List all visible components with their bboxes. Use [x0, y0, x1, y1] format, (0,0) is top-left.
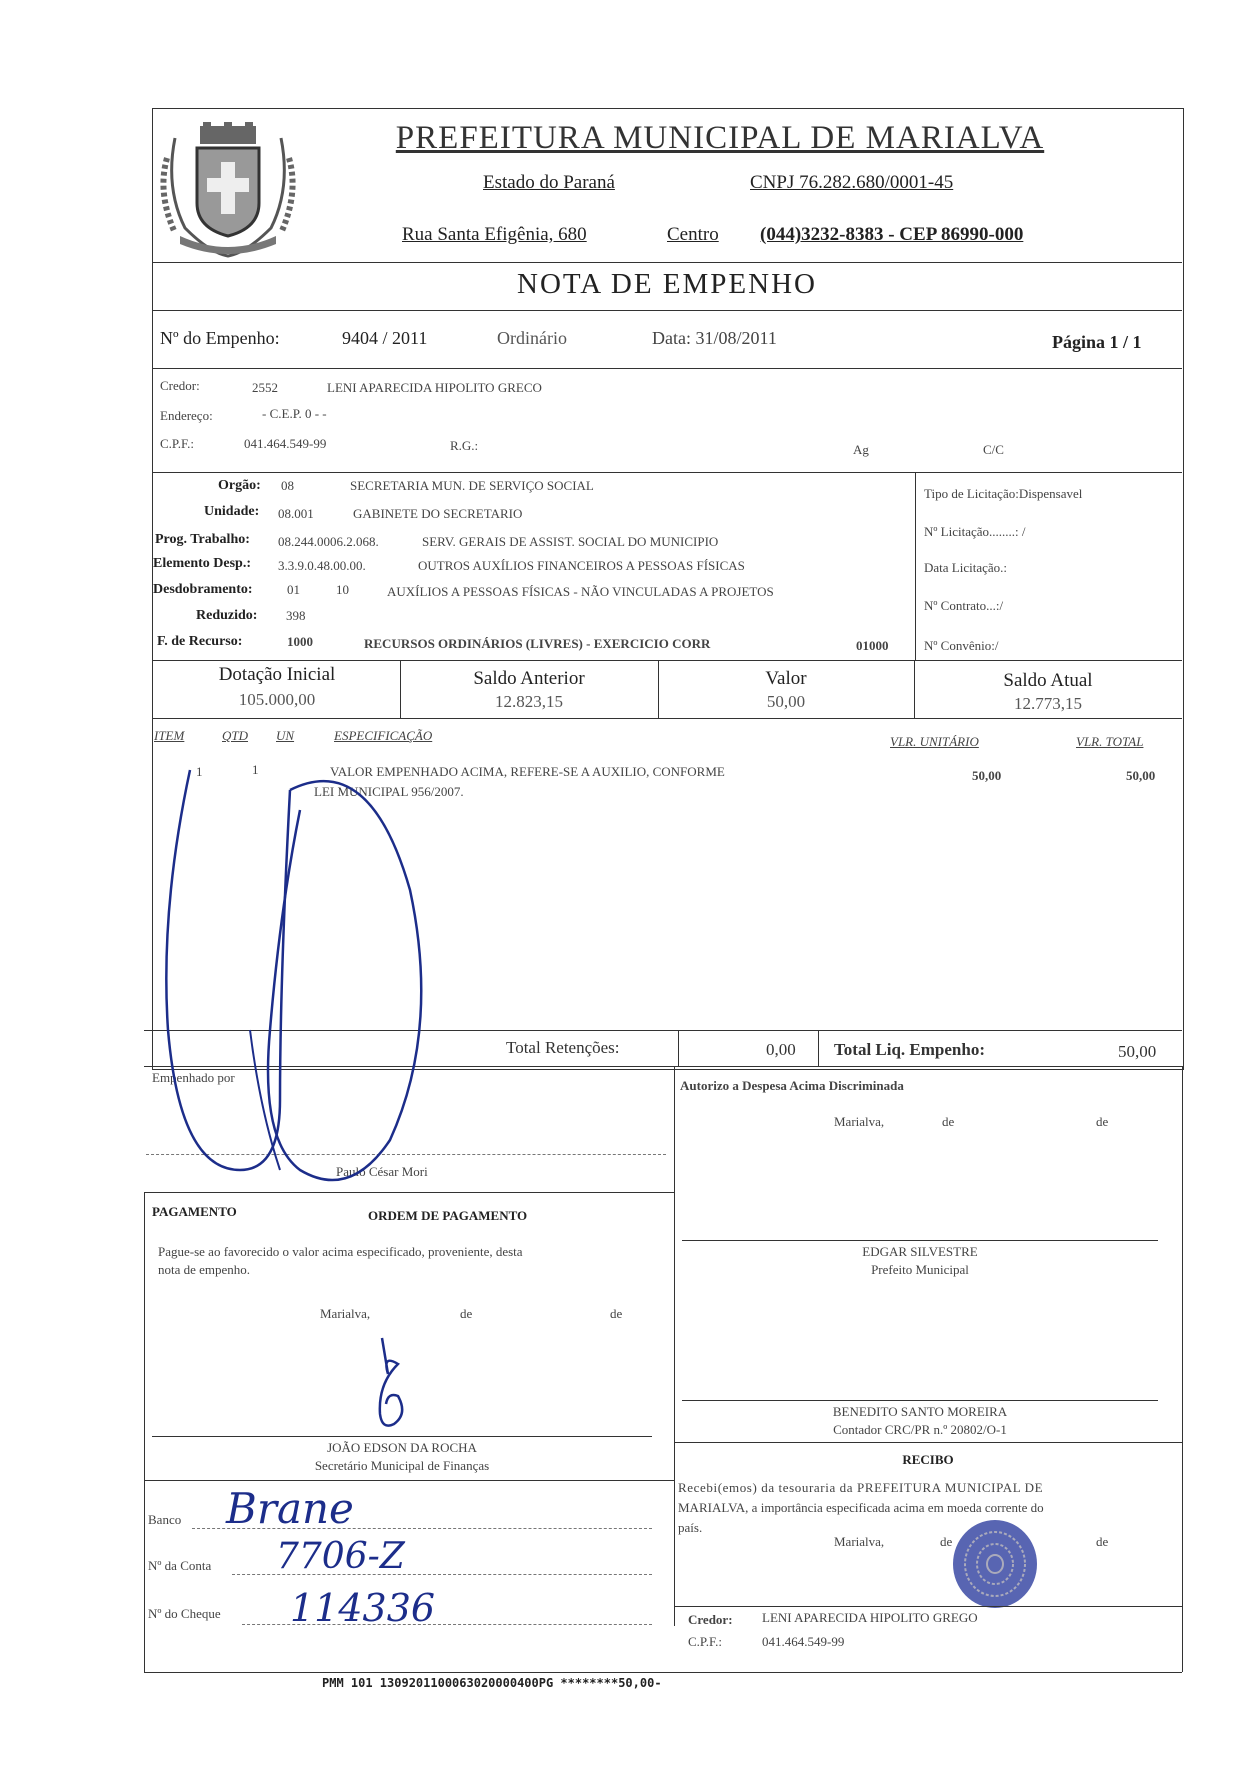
- pagamento-text-1: Pague-se ao favorecido o valor acima especificado, proveniente, desta: [158, 1244, 523, 1259]
- recibo-text-1: Recebi(emos) da tesouraria da PREFEITURA MUNICIPAL DE: [678, 1480, 1044, 1495]
- contrato-numero: Nº Contrato...:/: [924, 598, 1004, 613]
- cpf-value: 041.464.549-99: [244, 436, 327, 451]
- orgao-label: Orgão:: [218, 478, 261, 493]
- reduzido-label: Reduzido:: [196, 608, 258, 623]
- item-number: 1: [196, 764, 203, 779]
- saldo-atual-value: 12.773,15: [1014, 694, 1082, 713]
- prefeito-role: Prefeito Municipal: [871, 1262, 969, 1277]
- creditor-divider: [152, 472, 1182, 473]
- unidade-label: Unidade:: [204, 504, 260, 519]
- pen-initial: [368, 1334, 428, 1434]
- col-qtd: QTD: [222, 728, 249, 743]
- fonte-recurso-code: 1000: [287, 634, 313, 649]
- pagamento-left: [144, 1192, 145, 1672]
- cheque-label: Nº do Cheque: [148, 1606, 221, 1621]
- saldo-anterior-label: Saldo Anterior: [473, 668, 585, 689]
- pagamento-de-1: de: [460, 1306, 473, 1321]
- city-hall-title: PREFEITURA MUNICIPAL DE MARIALVA: [395, 120, 1045, 156]
- header-divider: [152, 262, 1182, 263]
- state-name: Estado do Paraná: [483, 172, 615, 193]
- thumbprint: [950, 1518, 1040, 1610]
- conta-label: Nº da Conta: [148, 1558, 212, 1573]
- recibo-title: RECIBO: [902, 1452, 954, 1467]
- prefeito-sign-line: [682, 1240, 1158, 1241]
- total-liq-value: 50,00: [1118, 1042, 1157, 1061]
- saldo-anterior-value: 12.823,15: [495, 692, 563, 711]
- autorizo-de-2: de: [1096, 1114, 1109, 1129]
- recibo-top: [674, 1442, 1182, 1443]
- prog-code: 08.244.0006.2.068.: [278, 534, 379, 549]
- total-retencoes-label: Total Retenções:: [506, 1038, 620, 1057]
- rg-label: R.G.:: [450, 438, 479, 453]
- credor-name: LENI APARECIDA HIPOLITO GRECO: [327, 380, 542, 395]
- col-especificacao: ESPECIFICAÇÃO: [334, 728, 433, 743]
- unidade-code: 08.001: [278, 506, 314, 521]
- credor-label: Credor:: [160, 378, 200, 393]
- secretario-role: Secretário Municipal de Finanças: [314, 1458, 490, 1473]
- total-retencoes-value: 0,00: [766, 1040, 796, 1059]
- recibo-de-2: de: [1096, 1534, 1109, 1549]
- dotacao-label: Dotação Inicial: [218, 664, 336, 685]
- page-number: Página 1 / 1: [1052, 332, 1142, 352]
- convenio-numero: Nº Convênio:/: [924, 638, 999, 653]
- valor-value: 50,00: [766, 692, 806, 711]
- prog-desc: SERV. GERAIS DE ASSIST. SOCIAL DO MUNICIPIO: [422, 534, 719, 549]
- empenho-type: Ordinário: [497, 328, 567, 348]
- orgao-desc: SECRETARIA MUN. DE SERVIÇO SOCIAL: [350, 478, 594, 493]
- item-vlr-unitario: 50,00: [972, 768, 1002, 783]
- signature-center-divider: [674, 1066, 675, 1626]
- ordem-pagamento: ORDEM DE PAGAMENTO: [368, 1208, 528, 1223]
- credor-sign-line: [674, 1606, 1182, 1607]
- banco-label: Banco: [148, 1512, 182, 1527]
- recibo-credor-label: Credor:: [688, 1612, 733, 1627]
- empenhado-name: Paulo César Mori: [336, 1164, 428, 1179]
- valor-label: Valor: [765, 668, 807, 689]
- cc-label: C/C: [983, 442, 1004, 457]
- budget-vertical-divider: [915, 472, 916, 660]
- item-vlr-total: 50,00: [1126, 768, 1156, 783]
- budget-divider: [152, 660, 1182, 661]
- recibo-city: Marialva,: [834, 1534, 885, 1549]
- empenhado-por-label: Empenhado por: [152, 1070, 235, 1085]
- recibo-cpf-value: 041.464.549-99: [762, 1634, 845, 1649]
- contador-sign-line: [682, 1400, 1158, 1401]
- title-divider: [152, 310, 1182, 311]
- pagamento-de-2: de: [610, 1306, 623, 1321]
- secretario-sign-line: [152, 1436, 652, 1437]
- total-liq-label: Total Liq. Empenho:: [834, 1040, 985, 1059]
- contador-role: Contador CRC/PR n.º 20802/O-1: [833, 1422, 1007, 1437]
- empenho-number: 9404 / 2011: [342, 328, 428, 348]
- empenho-date: Data: 31/08/2011: [652, 328, 777, 348]
- licitacao-numero: Nº Licitação........: /: [924, 524, 1026, 539]
- saldo-atual-label: Saldo Atual: [1003, 670, 1093, 691]
- fonte-recurso-desc: RECURSOS ORDINÁRIOS (LIVRES) - EXERCICIO CORR: [364, 636, 711, 651]
- cpf-label: C.P.F.:: [160, 436, 195, 451]
- pagamento-city: Marialva,: [320, 1306, 371, 1321]
- empenho-label: Nº do Empenho:: [160, 328, 280, 348]
- totals-bottom: [152, 718, 1182, 719]
- item-qtd: 1: [252, 762, 259, 777]
- district: Centro: [667, 224, 719, 245]
- unidade-desc: GABINETE DO SECRETARIO: [353, 506, 523, 521]
- prefeito-name: EDGAR SILVESTRE: [862, 1244, 978, 1259]
- cheque-handwritten: 114336: [290, 1586, 436, 1630]
- autorizo-text: Autorizo a Despesa Acima Discriminada: [680, 1078, 904, 1093]
- coat-of-arms: [155, 118, 301, 260]
- empenho-divider: [152, 368, 1182, 369]
- banco-handwritten: Brane: [226, 1484, 354, 1533]
- autorizo-de-1: de: [942, 1114, 955, 1129]
- endereco-value: - C.E.P. 0 - -: [262, 406, 327, 421]
- street-address: Rua Santa Efigênia, 680: [402, 224, 587, 245]
- pagamento-text-2: nota de empenho.: [158, 1262, 251, 1277]
- bottom-frame: [144, 1672, 1182, 1673]
- cnpj: CNPJ 76.282.680/0001-45: [750, 172, 954, 193]
- retention-div-2: [818, 1030, 819, 1066]
- desdobramento-code-2: 10: [336, 582, 349, 597]
- retention-div-1: [678, 1030, 679, 1066]
- credor-code: 2552: [252, 380, 278, 395]
- footer-code: PMM 101 1309201100063020000400PG ********50,00-: [322, 1676, 662, 1690]
- conta-handwritten: 7706-Z: [276, 1536, 405, 1577]
- contador-name: BENEDITO SANTO MOREIRA: [832, 1404, 1008, 1419]
- recibo-credor-value: LENI APARECIDA HIPOLITO GREGO: [762, 1610, 978, 1625]
- reduzido-code: 398: [286, 608, 306, 623]
- doc-title: NOTA DE EMPENHO: [517, 268, 817, 300]
- autorizo-city: Marialva,: [834, 1114, 885, 1129]
- dotacao-value: 105.000,00: [238, 690, 316, 709]
- col-vlr-unitario: VLR. UNITÁRIO: [890, 734, 979, 749]
- banco-top: [144, 1480, 674, 1481]
- recibo-de-1: de: [940, 1534, 953, 1549]
- licitacao-tipo: Tipo de Licitação:Dispensavel: [924, 486, 1083, 501]
- col-vlr-total: VLR. TOTAL: [1076, 734, 1144, 749]
- licitacao-data: Data Licitação.:: [924, 560, 1008, 575]
- orgao-code: 08: [281, 478, 294, 493]
- desdobramento-desc: AUXÍLIOS A PESSOAS FÍSICAS - NÃO VINCULADAS A PROJETOS: [387, 584, 774, 599]
- fonte-recurso-num: 01000: [856, 638, 889, 653]
- item-desc-line-1: VALOR EMPENHADO ACIMA, REFERE-SE A AUXILIO, CONFORME: [330, 764, 725, 779]
- pagamento-label: PAGAMENTO: [152, 1204, 237, 1219]
- col-item: ITEM: [154, 728, 185, 743]
- right-frame-lower: [1182, 1066, 1183, 1672]
- item-desc-line-2: LEI MUNICIPAL 956/2007.: [314, 784, 464, 799]
- pen-signature: [150, 730, 450, 1200]
- elemento-label: Elemento Desp.:: [153, 556, 251, 571]
- desdobramento-label: Desdobramento:: [153, 582, 253, 597]
- secretario-name: JOÃO EDSON DA ROCHA: [327, 1440, 477, 1455]
- desdobramento-code-1: 01: [287, 582, 300, 597]
- prog-label: Prog. Trabalho:: [155, 532, 250, 547]
- recibo-text-2: MARIALVA, a importância especificada acima em moeda corrente do: [678, 1500, 1044, 1515]
- recibo-text-3: país.: [678, 1520, 703, 1535]
- endereco-label: Endereço:: [160, 408, 213, 423]
- elemento-code: 3.3.9.0.48.00.00.: [278, 558, 366, 573]
- col-un: UN: [276, 728, 295, 743]
- elemento-desc: OUTROS AUXÍLIOS FINANCEIROS A PESSOAS FÍSICAS: [418, 558, 745, 573]
- phone-cep: (044)3232-8383 - CEP 86990-000: [760, 224, 1024, 245]
- ag-label: Ag: [853, 442, 869, 457]
- recibo-cpf-label: C.P.F.:: [688, 1634, 723, 1649]
- fonte-recurso-label: F. de Recurso:: [157, 634, 243, 649]
